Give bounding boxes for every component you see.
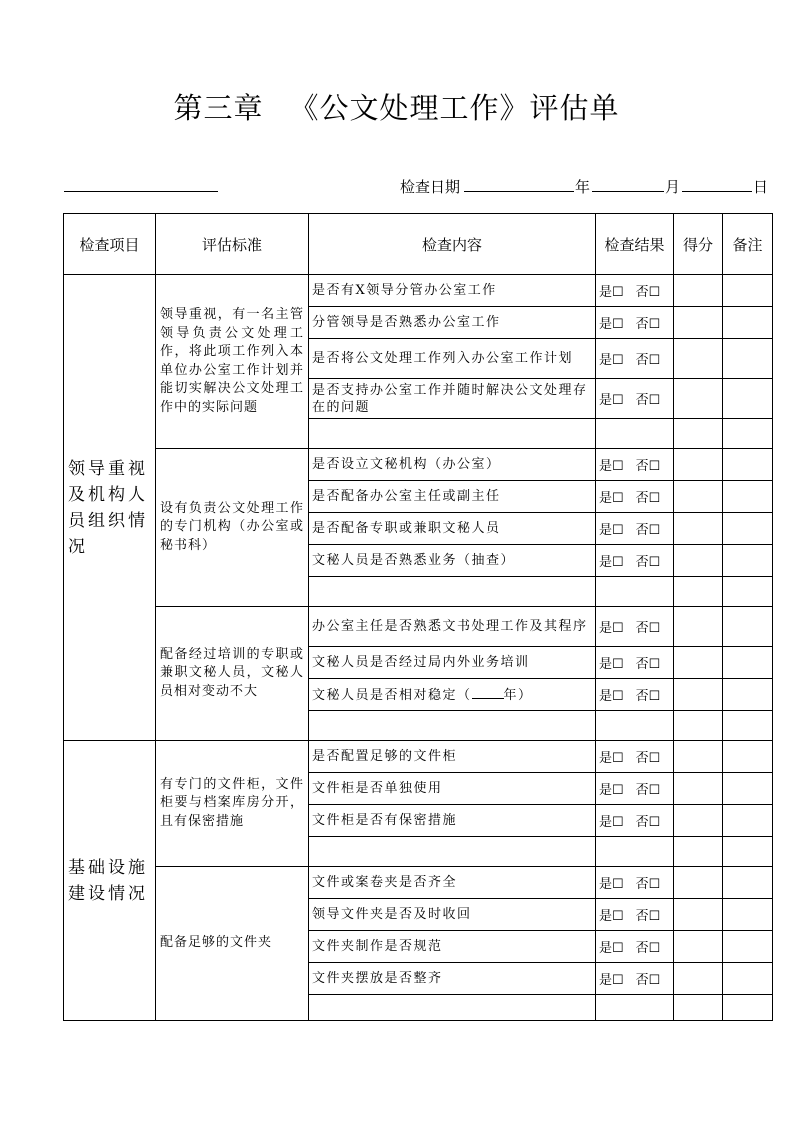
yes-checkbox[interactable]: 是☐ <box>599 555 624 570</box>
no-checkbox[interactable]: 否☐ <box>635 941 661 956</box>
check-content <box>309 545 596 577</box>
check-content-text: 是否配备办公室主任或副主任 <box>312 489 501 504</box>
score-cell[interactable] <box>674 741 723 773</box>
check-content-text: 文件柜是否单独使用 <box>312 781 443 796</box>
table-row <box>64 275 773 307</box>
remark-cell[interactable] <box>723 931 773 963</box>
check-result <box>596 995 674 1021</box>
no-checkbox[interactable]: 否☐ <box>635 491 661 506</box>
check-content <box>309 449 596 481</box>
check-result <box>596 481 674 513</box>
remark-cell[interactable] <box>723 379 773 419</box>
score-cell[interactable] <box>674 513 723 545</box>
score-cell[interactable] <box>674 963 723 995</box>
table-row <box>64 741 773 773</box>
check-content <box>309 481 596 513</box>
score-cell[interactable] <box>674 995 723 1021</box>
check-result <box>596 545 674 577</box>
no-checkbox[interactable]: 否☐ <box>635 317 661 332</box>
yes-checkbox[interactable]: 是☐ <box>599 751 624 766</box>
check-content <box>309 711 596 741</box>
check-result <box>596 963 674 995</box>
no-checkbox[interactable]: 否☐ <box>635 285 661 300</box>
check-content <box>309 773 596 805</box>
check-content-text: 文秘人员是否相对稳定（ <box>312 687 472 703</box>
criterion: 有专门的文件柜，文件柜要与档案库房分开，且有保密措施 <box>156 741 309 867</box>
remark-cell[interactable] <box>723 545 773 577</box>
check-result <box>596 867 674 899</box>
check-result <box>596 275 674 307</box>
header-item: 检查项目 <box>64 214 156 275</box>
day-label: 日 <box>753 178 769 196</box>
check-result <box>596 899 674 931</box>
remark-cell[interactable] <box>723 577 773 607</box>
years-blank[interactable] <box>472 686 504 699</box>
score-cell[interactable] <box>674 805 723 837</box>
remark-cell[interactable] <box>723 419 773 449</box>
remark-cell[interactable] <box>723 607 773 647</box>
yes-checkbox[interactable]: 是☐ <box>599 783 624 798</box>
remark-cell[interactable] <box>723 307 773 339</box>
check-content <box>309 307 596 339</box>
check-content-text: 办公室主任是否熟悉文书处理工作及其程序 <box>312 619 588 634</box>
remark-cell[interactable] <box>723 837 773 867</box>
score-cell[interactable] <box>674 837 723 867</box>
table-row <box>64 867 773 899</box>
header-content: 检查内容 <box>309 214 596 275</box>
no-checkbox[interactable]: 否☐ <box>635 459 661 474</box>
no-checkbox[interactable]: 否☐ <box>635 751 661 766</box>
check-content <box>309 513 596 545</box>
remark-cell[interactable] <box>723 339 773 379</box>
check-content <box>309 963 596 995</box>
score-cell[interactable] <box>674 899 723 931</box>
check-result <box>596 513 674 545</box>
remark-cell[interactable] <box>723 963 773 995</box>
score-cell[interactable] <box>674 481 723 513</box>
check-content <box>309 577 596 607</box>
no-checkbox[interactable]: 否☐ <box>635 657 661 672</box>
no-checkbox[interactable]: 否☐ <box>635 523 661 538</box>
score-cell[interactable] <box>674 449 723 481</box>
check-content <box>309 805 596 837</box>
check-content <box>309 275 596 307</box>
check-result <box>596 679 674 711</box>
no-checkbox[interactable]: 否☐ <box>635 815 661 830</box>
check-content-text: 文秘人员是否经过局内外业务培训 <box>312 655 530 670</box>
yes-checkbox[interactable]: 是☐ <box>599 285 624 300</box>
check-result <box>596 339 674 379</box>
score-cell[interactable] <box>674 647 723 679</box>
no-checkbox[interactable]: 否☐ <box>635 783 661 798</box>
yes-checkbox[interactable]: 是☐ <box>599 877 624 892</box>
check-content-text: 是否设立文秘机构（办公室） <box>312 457 501 472</box>
no-checkbox[interactable]: 否☐ <box>635 353 661 368</box>
yes-checkbox[interactable]: 是☐ <box>599 815 624 830</box>
remark-cell[interactable] <box>723 867 773 899</box>
criterion: 领导重视，有一名主管领导负责公文处理工作，将此项工作列入本单位办公室工作计划并能切实解决公文处理工作中的实际问题 <box>156 275 309 449</box>
check-content-text: 是否有X领导分管办公室工作 <box>312 283 497 298</box>
yes-checkbox[interactable]: 是☐ <box>599 491 624 506</box>
yes-checkbox[interactable]: 是☐ <box>599 459 624 474</box>
header-score: 得分 <box>674 214 723 275</box>
check-content <box>309 379 596 419</box>
check-content-text: 文件或案卷夹是否齐全 <box>312 875 458 890</box>
check-content-text: 文件夹制作是否规范 <box>312 939 443 954</box>
check-item: 领导重视及机构人员组织情况 <box>64 275 156 741</box>
score-cell[interactable] <box>674 339 723 379</box>
yes-checkbox[interactable]: 是☐ <box>599 353 624 368</box>
check-content-text: 是否配置足够的文件柜 <box>312 749 458 764</box>
remark-cell[interactable] <box>723 805 773 837</box>
check-result <box>596 419 674 449</box>
check-content <box>309 837 596 867</box>
date-line <box>64 174 770 196</box>
name-blank[interactable] <box>64 191 218 192</box>
score-cell[interactable] <box>674 307 723 339</box>
no-checkbox[interactable]: 否☐ <box>635 689 661 704</box>
score-cell[interactable] <box>674 679 723 711</box>
month-label: 月 <box>665 178 681 196</box>
yes-checkbox[interactable]: 是☐ <box>599 523 624 538</box>
score-cell[interactable] <box>674 867 723 899</box>
score-cell[interactable] <box>674 711 723 741</box>
check-result <box>596 577 674 607</box>
yes-checkbox[interactable]: 是☐ <box>599 393 624 408</box>
check-result <box>596 449 674 481</box>
check-result <box>596 607 674 647</box>
score-cell[interactable] <box>674 379 723 419</box>
check-content-text: 文秘人员是否熟悉业务（抽查） <box>312 553 516 568</box>
yes-checkbox[interactable]: 是☐ <box>599 317 624 332</box>
score-cell[interactable] <box>674 419 723 449</box>
page-title: 第三章 《公文处理工作》评估单 <box>173 91 620 125</box>
remark-cell[interactable] <box>723 449 773 481</box>
check-content <box>309 931 596 963</box>
check-content <box>309 867 596 899</box>
check-content <box>309 741 596 773</box>
yes-checkbox[interactable]: 是☐ <box>599 941 624 956</box>
check-result <box>596 647 674 679</box>
remark-cell[interactable] <box>723 679 773 711</box>
criterion: 设有负责公文处理工作的专门机构（办公室或秘书科） <box>156 449 309 607</box>
check-content-text: 是否支持办公室工作并随时解决公文处理存在的问题 <box>312 382 588 415</box>
remark-cell[interactable] <box>723 773 773 805</box>
score-cell[interactable] <box>674 545 723 577</box>
score-cell[interactable] <box>674 607 723 647</box>
yes-checkbox[interactable]: 是☐ <box>599 973 624 988</box>
yes-checkbox[interactable]: 是☐ <box>599 657 624 672</box>
check-result <box>596 805 674 837</box>
yes-checkbox[interactable]: 是☐ <box>599 909 624 924</box>
table-row <box>64 607 773 647</box>
check-content-text: 领导文件夹是否及时收回 <box>312 907 472 922</box>
header-remark: 备注 <box>723 214 773 275</box>
no-checkbox[interactable]: 否☐ <box>635 555 661 570</box>
no-checkbox[interactable]: 否☐ <box>635 877 661 892</box>
check-content <box>309 419 596 449</box>
check-result <box>596 741 674 773</box>
check-result <box>596 931 674 963</box>
table-row <box>64 449 773 481</box>
year-label: 年 <box>575 178 591 196</box>
score-cell[interactable] <box>674 275 723 307</box>
criterion: 配备经过培训的专职或兼职文秘人员，文秘人员相对变动不大 <box>156 607 309 741</box>
check-content-text: 是否配备专职或兼职文秘人员 <box>312 521 501 536</box>
check-content <box>309 899 596 931</box>
check-result <box>596 711 674 741</box>
check-result <box>596 837 674 867</box>
header-result: 检查结果 <box>596 214 674 275</box>
remark-cell[interactable] <box>723 899 773 931</box>
yes-checkbox[interactable]: 是☐ <box>599 621 624 636</box>
date-label: 检查日期 <box>400 178 461 196</box>
header-criterion: 评估标准 <box>156 214 309 275</box>
check-content-suffix: 年） <box>503 687 533 703</box>
remark-cell[interactable] <box>723 741 773 773</box>
check-result <box>596 379 674 419</box>
no-checkbox[interactable]: 否☐ <box>635 621 661 636</box>
check-content <box>309 647 596 679</box>
check-item: 基础设施建设情况 <box>64 741 156 1021</box>
yes-checkbox[interactable]: 是☐ <box>599 689 624 704</box>
day-blank[interactable] <box>682 191 752 192</box>
year-blank[interactable] <box>464 191 574 192</box>
remark-cell[interactable] <box>723 275 773 307</box>
check-content <box>309 995 596 1021</box>
remark-cell[interactable] <box>723 711 773 741</box>
no-checkbox[interactable]: 否☐ <box>635 393 661 408</box>
check-content-text: 文件夹摆放是否整齐 <box>312 971 443 986</box>
check-result <box>596 307 674 339</box>
check-content <box>309 679 596 711</box>
score-cell[interactable] <box>674 931 723 963</box>
check-content <box>309 339 596 379</box>
score-cell[interactable] <box>674 773 723 805</box>
remark-cell[interactable] <box>723 513 773 545</box>
evaluation-table <box>63 213 773 1021</box>
remark-cell[interactable] <box>723 995 773 1021</box>
check-result <box>596 773 674 805</box>
check-content <box>309 607 596 647</box>
check-content-text: 文件柜是否有保密措施 <box>312 813 458 828</box>
check-content-text: 分管领导是否熟悉办公室工作 <box>312 315 501 330</box>
remark-cell[interactable] <box>723 647 773 679</box>
criterion: 配备足够的文件夹 <box>156 867 309 1021</box>
header-row <box>64 214 773 275</box>
check-content-text: 是否将公文处理工作列入办公室工作计划 <box>312 351 574 366</box>
no-checkbox[interactable]: 否☐ <box>635 973 661 988</box>
score-cell[interactable] <box>674 577 723 607</box>
remark-cell[interactable] <box>723 481 773 513</box>
month-blank[interactable] <box>592 191 664 192</box>
no-checkbox[interactable]: 否☐ <box>635 909 661 924</box>
